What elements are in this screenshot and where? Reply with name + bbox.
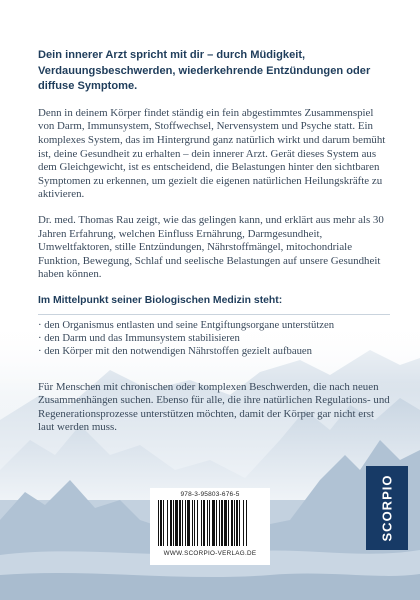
- back-cover-text: [38, 48, 390, 447]
- barcode-stripe: [209, 500, 210, 546]
- barcode-stripe: [179, 500, 181, 546]
- author-paragraph: Dr. med. Thomas Rau zeigt, wie das gelingen kann, und erklärt aus mehr als 30 Jahren Erfahrung, welchen Einfluss Ernährung, Darmgesundheit, Umweltfaktoren, stille Entzündungen, Nährstoffmängel, mitochondriale Funktion, Bewegung, Schlaf und seelische Belastungen auf unsere Gesundheit haben können.: [38, 213, 384, 281]
- isbn-text: 978-3-95803-676-5: [180, 491, 240, 498]
- barcode-stripe: [236, 500, 238, 546]
- barcode-stripe: [246, 500, 247, 546]
- barcode-stripe: [224, 500, 227, 546]
- barcode-stripe: [185, 500, 186, 546]
- barcode-stripe: [239, 500, 240, 546]
- barcode-stripe: [203, 500, 205, 546]
- barcode-stripe: [216, 500, 217, 546]
- divider: [38, 314, 390, 315]
- intro-paragraph: Denn in deinem Körper findet ständig ein fein abgestimmtes Zusammenspiel von Darm, Immunsystem, Stoffwechsel, Nervensystem und Psyche statt. Ein komplexes System, das im Hintergrund ganz natürlich wirkt und darum bemüht ist, deine Gesundheit zu erhalten – dein innerer Arzt. Gerät dieses System aus dem Gleichgewicht, ist es entscheidend, die Belastungen hinter den sichtbaren Symptomen zu erkennen, um gezielt die eigenen natürlichen Heilungskräfte zu aktivieren.: [38, 106, 386, 201]
- barcode-stripe: [167, 500, 168, 546]
- barcode-stripe: [187, 500, 190, 546]
- barcode-stripe: [221, 500, 223, 546]
- publisher-url: WWW.SCORPIO-VERLAG.DE: [163, 550, 257, 557]
- barcode-stripe: [194, 500, 195, 546]
- barcode-stripe: [175, 500, 178, 546]
- barcode: [150, 488, 270, 565]
- barcode-stripe: [173, 500, 174, 546]
- list-item: · den Körper mit den notwendigen Nährstoffen gezielt aufbauen: [38, 345, 313, 358]
- barcode-stripe: [228, 500, 229, 546]
- barcode-stripe: [158, 500, 159, 546]
- barcode-stripe: [219, 500, 220, 546]
- list-item: · den Organismus entlasten und seine Entgiftungsorgane unterstützen: [38, 318, 335, 331]
- publisher-name: SCORPIO: [379, 474, 395, 542]
- lead-text: Dein innerer Arzt spricht mit dir – durch Müdigkeit, Verdauungsbeschwerden, wiederkehrende Entzündungen oder diffuse Symptome.: [38, 49, 371, 93]
- barcode-stripe: [231, 500, 233, 546]
- barcode-stripe: [192, 500, 193, 546]
- barcode-stripe: [201, 500, 202, 546]
- barcode-stripe: [207, 500, 208, 546]
- focus-heading: Im Mittelpunkt seiner Biologischen Medizin steht:: [38, 294, 283, 306]
- barcode-bars: [158, 500, 262, 546]
- barcode-stripe: [170, 500, 172, 546]
- barcode-stripe: [182, 500, 183, 546]
- focus-list: [38, 319, 390, 359]
- barcode-stripe: [243, 500, 244, 546]
- barcode-stripe: [234, 500, 235, 546]
- barcode-stripe: [163, 500, 164, 546]
- publisher-logo: [366, 466, 408, 550]
- audience-paragraph: Für Menschen mit chronischen oder komplexen Beschwerden, die nach neuen Zusammenhängen suchen. Ebenso für alle, die ihre natürlichen Regulations- und Regenerationsprozesse unterstützen möchten, damit der Körper gar nicht erst laut werden muss.: [38, 380, 390, 434]
- barcode-stripe: [212, 500, 215, 546]
- list-item: · den Darm und das Immunsystem stabilisieren: [38, 332, 240, 345]
- barcode-stripe: [197, 500, 198, 546]
- barcode-stripe: [160, 500, 162, 546]
